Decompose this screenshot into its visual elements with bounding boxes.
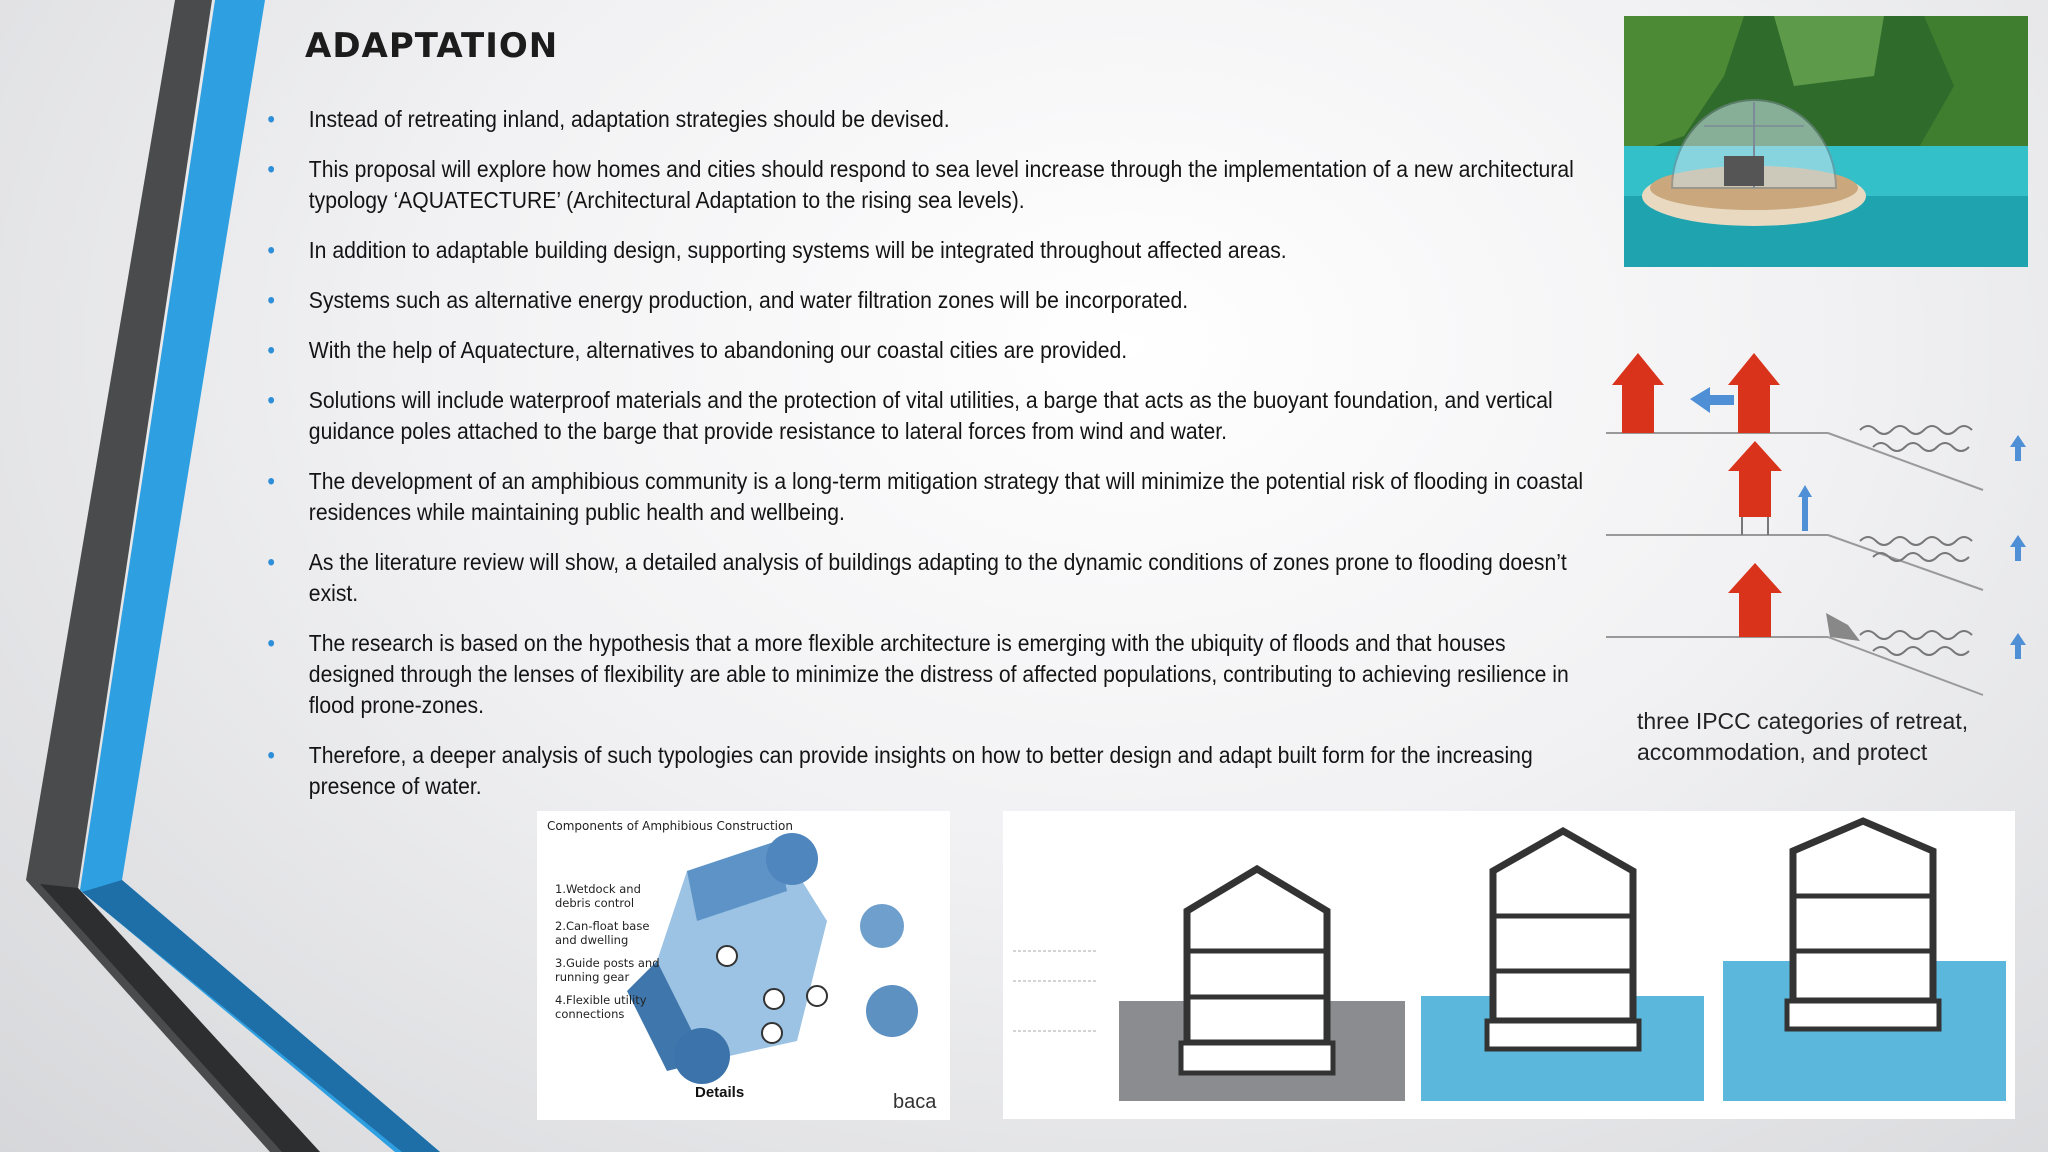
caption-line: accommodation, and protect: [1637, 739, 1928, 765]
legend-line: debris control: [555, 895, 635, 910]
bullet-item: • Instead of retreating inland, adaptation strategies should be devised.: [267, 106, 950, 133]
details-label: Details: [695, 1084, 745, 1101]
bullet-item: • Systems such as alternative energy production, and water filtration zones will be incorporated.: [267, 287, 1189, 314]
legend-line: running gear: [555, 969, 630, 984]
bullet-dot-icon: •: [267, 468, 275, 495]
bullet-dot-icon: •: [267, 549, 275, 576]
figure-heading: Components of Amphibious Construction: [547, 819, 793, 833]
bullet-item: • With the help of Aquatecture, alternatives to abandoning our coastal cities are provided.: [267, 337, 1128, 364]
bullet-item: • Therefore, a deeper analysis of such typologies can provide insights on how to better design and adapt built form for the increasing presence of water.: [267, 742, 1533, 799]
legend-line: 1.Wetdock and: [555, 882, 641, 896]
bullet-dot-icon: •: [267, 106, 275, 133]
figure-legend: [555, 883, 660, 1021]
bullet-dot-icon: •: [267, 630, 275, 657]
ipcc-diagram: [1598, 345, 2038, 705]
amphibious-construction-figure: [537, 811, 950, 1120]
bullet-dot-icon: •: [267, 237, 275, 264]
bullet-item: • The development of an amphibious community is a long-term mitigation strategy that will minimize the potential risk of flooding in coastal residences while maintaining public health and wellbeing.: [267, 468, 1584, 525]
floating-dome-photo: [1624, 16, 2028, 267]
slide-title: ADAPTATION: [305, 26, 559, 66]
baca-logo: baca: [893, 1091, 937, 1113]
bullet-item: • This proposal will explore how homes and cities should respond to sea level increase through the implementation of a new architectural typology ‘AQUATECTURE’ (Architectural Adaptation to the rising sea levels).: [267, 156, 1574, 213]
legend-line: 3.Guide posts and: [555, 956, 660, 970]
legend-line: connections: [555, 1006, 625, 1021]
bullet-dot-icon: •: [267, 742, 275, 769]
bullet-item: • The research is based on the hypothesis that a more flexible architecture is emerging with the ubiquity of floods and that houses designed through the lenses of flexibility are able to minimize the distress of affected populations, contributing to achieving resilience in flood prone-zones.: [267, 630, 1569, 718]
bullet-item: • In addition to adaptable building design, supporting systems will be integrated throughout affected areas.: [267, 237, 1287, 264]
house-sections-figure: [1003, 811, 2015, 1119]
bullet-dot-icon: •: [267, 387, 275, 414]
bullet-dot-icon: •: [267, 287, 275, 314]
bullet-list: [262, 104, 1584, 821]
bullet-dot-icon: •: [267, 156, 275, 183]
legend-line: 4.Flexible utility: [555, 993, 647, 1007]
legend-line: and dwelling: [555, 932, 629, 947]
bullet-item: • Solutions will include waterproof materials and the protection of vital utilities, a barge that acts as the buoyant foundation, and vertical guidance poles attached to the barge that provide resistance to lateral forces from wind and water.: [267, 387, 1553, 444]
bullet-item: • As the literature review will show, a detailed analysis of buildings adapting to the dynamic conditions of zones prone to flooding doesn’t exist.: [267, 549, 1567, 606]
diagram-caption: [1637, 706, 1968, 768]
legend-line: 2.Can-float base: [555, 919, 650, 933]
bullet-dot-icon: •: [267, 337, 275, 364]
caption-line: three IPCC categories of retreat,: [1637, 708, 1969, 734]
